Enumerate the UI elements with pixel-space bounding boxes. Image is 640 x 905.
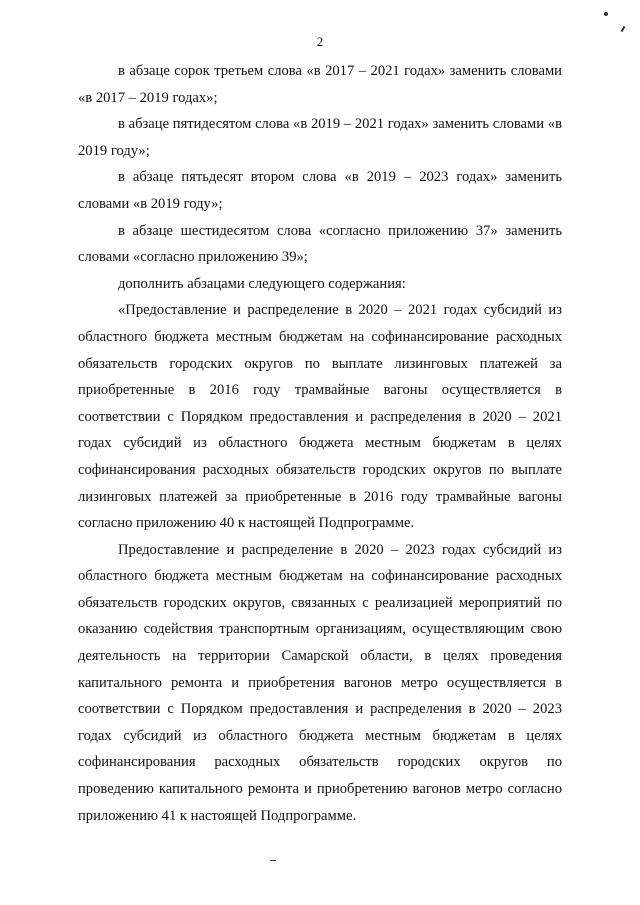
document-body [78, 58, 562, 829]
page-number: 2 [316, 34, 324, 49]
paragraph-2: в абзаце пятидесятом слова «в 2019 – 2021 годах» заменить словами «в 2019 году»; [78, 116, 562, 159]
scan-mark-tick [621, 26, 626, 32]
paragraph-1: в абзаце сорок третьем слова «в 2017 – 2021 годах» заменить словами «в 2017 – 2019 годах»; [78, 63, 562, 106]
paragraph-5: дополнить абзацами следующего содержания: [118, 275, 406, 292]
paragraph-3: в абзаце пятьдесят втором слова «в 2019 – 2023 годах» заменить словами «в 2019 году»; [78, 169, 562, 212]
paragraph-6: «Предоставление и распределение в 2020 – 2021 годах субсидий из областного бюджета местным бюджетам на софинансирование расходных обязательств городских округов по выплате лизинговых платежей за приобретенные в 2016 году трамвайные вагоны осуществляется в соответствии с Порядком предоставления и распределения в 2020 – 2021 годах субсидий из областного бюджета местным бюджетам в целях софинансирования расходных обязательств городских округов по выплате лизинговых платежей за приобретенные в 2016 году трамвайные вагоны согласно приложению 40 к настоящей Подпрограмме. [78, 302, 562, 532]
scan-mark-dash [270, 860, 276, 861]
paragraph-7: Предоставление и распределение в 2020 – 2023 годах субсидий из областного бюджета местным бюджетам на софинансирование расходных обязательств городских округов, связанных с реализацией мероприятий по оказанию содействия транспортным организациям, осуществляющим свою деятельность на территории Самарской области, в целях проведения капитального ремонта и приобретения вагонов метро осуществляется в соответствии с Порядком предоставления и распределения в 2020 – 2023 годах субсидий из областного бюджета местным бюджетам в целях софинансирования расходных обязательств городских округов по проведению капитального ремонта и приобретению вагонов метро согласно приложению 41 к настоящей Подпрограмме. [78, 541, 562, 824]
scan-mark-dot [604, 12, 608, 16]
paragraph-4: в абзаце шестидесятом слова «согласно приложению 37» заменить словами «согласно приложению 39»; [78, 222, 562, 266]
